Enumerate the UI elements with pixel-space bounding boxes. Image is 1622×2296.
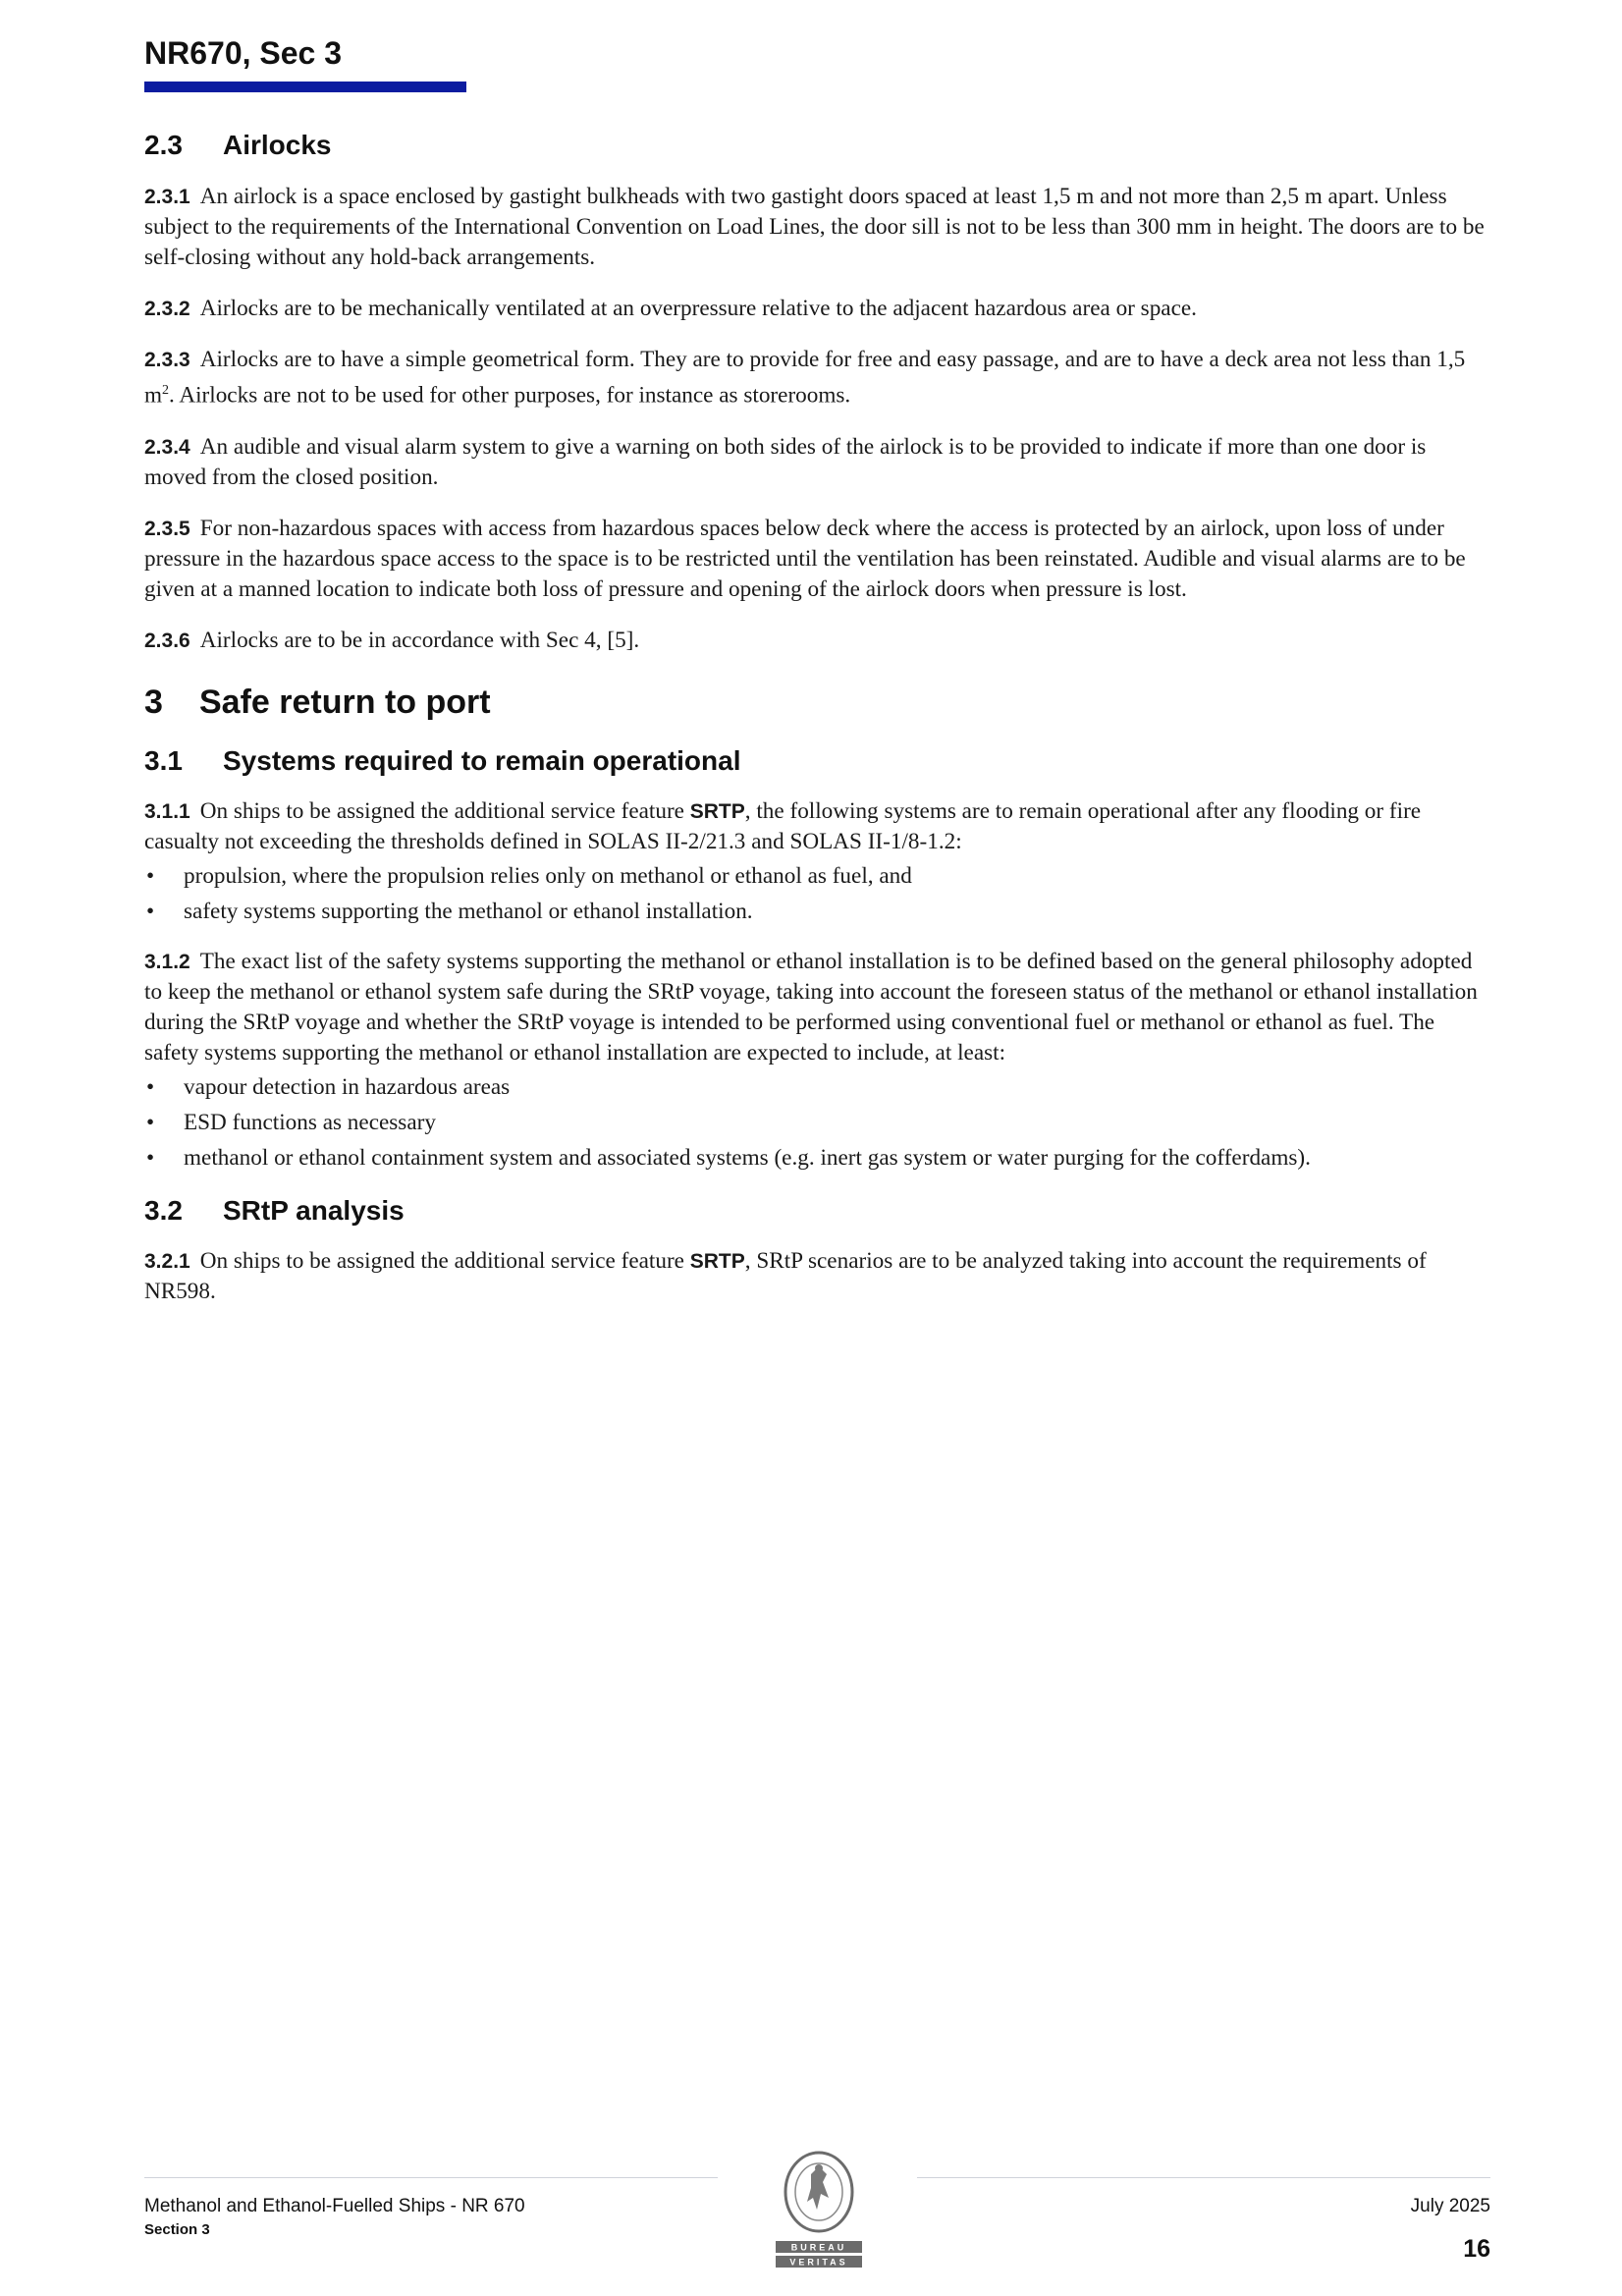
- footer-document-title: Methanol and Ethanol-Fuelled Ships - NR 670: [144, 2196, 525, 2216]
- paragraph-text: On ships to be assigned the additional service feature: [199, 797, 690, 824]
- paragraph-number: 2.3.6: [144, 629, 190, 652]
- heading-3: [144, 683, 1489, 722]
- bullet-glyph: •: [146, 862, 155, 889]
- logo-word-veritas: VERITAS: [789, 2257, 848, 2268]
- paragraph-number: 3.2.1: [144, 1249, 190, 1273]
- heading-title: Systems required to remain operational: [223, 744, 741, 776]
- footer-divider-left: [144, 2177, 718, 2178]
- bullet-list-3-1-1: [144, 861, 1489, 927]
- heading-3-2: [144, 1195, 1489, 1227]
- paragraph-text: Airlocks are to be in accordance with Sec 4, [5].: [199, 627, 640, 653]
- list-item: [144, 1143, 1489, 1174]
- list-item-text: safety systems supporting the methanol or ethanol installation.: [184, 898, 753, 924]
- paragraph-number: 3.1.2: [144, 950, 190, 973]
- paragraph-2-3-2: [144, 294, 1489, 324]
- paragraph-2-3-3: [144, 345, 1489, 411]
- bullet-list-3-1-2: [144, 1072, 1489, 1174]
- keyword-srtp: SRTP: [689, 799, 745, 823]
- bullet-glyph: •: [146, 1144, 155, 1171]
- paragraph-number: 2.3.2: [144, 298, 190, 320]
- paragraph-2-3-1: [144, 182, 1489, 273]
- bullet-glyph: •: [146, 1109, 155, 1135]
- bullet-glyph: •: [146, 898, 155, 924]
- paragraph-text: An airlock is a space enclosed by gastight bulkheads with two gastight doors spaced at least 1,5 m and not more than 2,5 m apart. Unless subject to the requirements of the International Convention on Load Lines, the door sill is not to be less than 300 mm in height. The doors are to be self-closing without any hold-back arrangements.: [144, 184, 1485, 270]
- paragraph-number: 2.3.5: [144, 517, 190, 540]
- paragraph-number: 3.1.1: [144, 799, 190, 823]
- paragraph-number: 2.3.1: [144, 186, 190, 208]
- header-accent-bar: [144, 82, 466, 92]
- list-item-text: propulsion, where the propulsion relies only on methanol or ethanol as fuel, and: [184, 862, 912, 889]
- paragraph-text-cont: , the following systems are to remain operational after any flooding or fire casualty not exceeding the thresholds defined in SOLAS II-2/21.3 and SOLAS II-1/8-1.2:: [144, 797, 1422, 854]
- bullet-glyph: •: [146, 1073, 155, 1100]
- footer-section: Section 3: [144, 2221, 210, 2238]
- paragraph-2-3-4: [144, 432, 1489, 493]
- heading-title: Safe return to port: [199, 683, 491, 721]
- list-item: [144, 897, 1489, 927]
- paragraph-2-3-6: [144, 626, 1489, 656]
- heading-3-1: [144, 745, 1489, 777]
- paragraph-text: On ships to be assigned the additional service feature: [199, 1247, 690, 1274]
- list-item-text: vapour detection in hazardous areas: [184, 1073, 511, 1100]
- paragraph-number: 2.3.3: [144, 349, 190, 371]
- paragraph-text-cont: . Airlocks are not to be used for other purposes, for instance as storerooms.: [169, 382, 851, 409]
- heading-number: 3.1: [144, 744, 183, 776]
- heading-number: 2.3: [144, 130, 183, 160]
- list-item-text: ESD functions as necessary: [184, 1109, 436, 1135]
- list-item: [144, 1108, 1489, 1138]
- list-item: [144, 861, 1489, 892]
- paragraph-3-1-1: [144, 796, 1489, 857]
- footer-date: July 2025: [1410, 2196, 1490, 2216]
- paragraph-text-cont: , SRtP scenarios are to be analyzed taking into account the requirements of NR598.: [144, 1247, 1427, 1304]
- paragraph-text: An audible and visual alarm system to give a warning on both sides of the airlock is to be provided to indicate if more than one door is moved from the closed position.: [144, 433, 1427, 490]
- list-item: [144, 1072, 1489, 1103]
- header-title: NR670, Sec 3: [144, 35, 343, 71]
- paragraph-3-1-2: [144, 947, 1489, 1068]
- bureau-veritas-logo-icon: [772, 2149, 866, 2274]
- keyword-srtp: SRTP: [689, 1249, 745, 1273]
- heading-2-3: [144, 130, 1489, 161]
- heading-number: 3: [144, 683, 163, 721]
- paragraph-text: For non-hazardous spaces with access from hazardous spaces below deck where the access is protected by an airlock, upon loss of under pressure in the hazardous space access to the space is to be restricted until the ventilation has been reinstated. Audible and visual alarms are to be given at a manned location to indicate both loss of pressure and opening of the airlock doors when pressure is lost.: [144, 515, 1466, 602]
- superscript: 2: [162, 383, 170, 398]
- page-content: [144, 130, 1489, 1307]
- paragraph-text: Airlocks are to have a simple geometrical form. They are to provide for free and easy passage, and are to have a deck area not less than 1,5 m: [144, 347, 1466, 409]
- paragraph-text: Airlocks are to be mechanically ventilated at an overpressure relative to the adjacent hazardous area or space.: [199, 296, 1197, 321]
- paragraph-3-2-1: [144, 1246, 1489, 1307]
- heading-title: SRtP analysis: [223, 1194, 405, 1226]
- page-number: 16: [1463, 2235, 1490, 2263]
- heading-title: Airlocks: [223, 130, 332, 160]
- paragraph-2-3-5: [144, 514, 1489, 605]
- logo-word-bureau: BUREAU: [790, 2242, 847, 2253]
- list-item-text: methanol or ethanol containment system and associated systems (e.g. inert gas system or water purging for the cofferdams).: [184, 1144, 1311, 1171]
- heading-number: 3.2: [144, 1194, 183, 1226]
- footer-divider-right: [917, 2177, 1490, 2178]
- paragraph-number: 2.3.4: [144, 435, 190, 459]
- paragraph-text: The exact list of the safety systems supporting the methanol or ethanol installation is to be defined based on the general philosophy adopted to keep the methanol or ethanol system safe during the SRtP voyage, taking into account the foreseen status of the methanol or ethanol installation during the SRtP voyage and whether the SRtP voyage is intended to be performed using conventional fuel or methanol or ethanol as fuel. The safety systems supporting the methanol or ethanol installation are expected to include, at least:: [144, 948, 1478, 1066]
